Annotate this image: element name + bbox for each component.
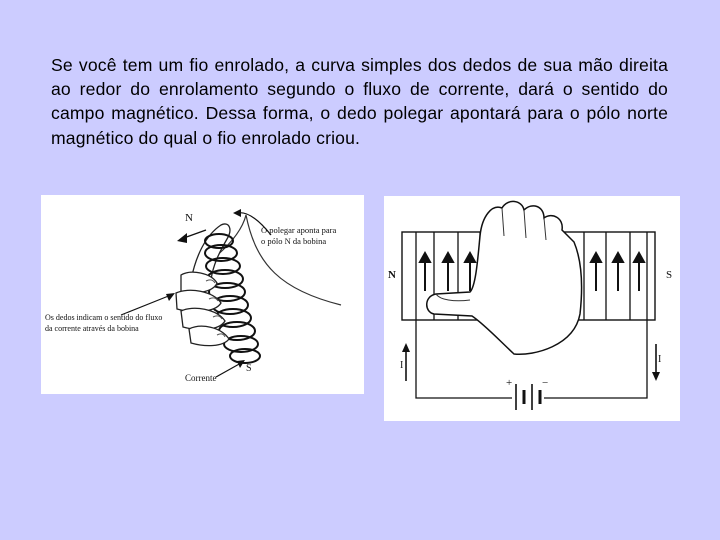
solenoid-circuit-illustration	[384, 196, 680, 421]
coil-hand-illustration	[41, 195, 364, 394]
current-label: Corrente	[185, 373, 217, 383]
battery-minus-label: −	[542, 377, 549, 389]
current-right-label: I	[658, 354, 662, 365]
fingers-caption-line2: da corrente através da bobina	[45, 324, 139, 333]
current-left-label: I	[400, 360, 404, 371]
fingers-caption-line1: Os dedos indicam o sentido do fluxo	[45, 313, 163, 322]
coil-hand-drawing	[41, 195, 364, 394]
thumb-caption-line2: o pólo N da bobina	[261, 236, 327, 246]
south-label: S	[246, 363, 252, 374]
solenoid-circuit-drawing	[384, 196, 680, 421]
north-label: N	[185, 212, 193, 224]
solenoid-north-label: N	[388, 269, 396, 281]
battery-plus-label: +	[506, 377, 513, 389]
thumb-caption-line1: O polegar aponta para	[261, 225, 337, 235]
slide-paragraph: Se você tem um fio enrolado, a curva simples dos dedos de sua mão direita ao redor do enrolamento segundo o fluxo de corrente, dará o sentido do campo magnético. Dessa forma, o dedo polegar apontará para o pólo norte magnético do qual o fio enrolado criou.	[51, 55, 668, 148]
solenoid-south-label: S	[666, 269, 673, 281]
